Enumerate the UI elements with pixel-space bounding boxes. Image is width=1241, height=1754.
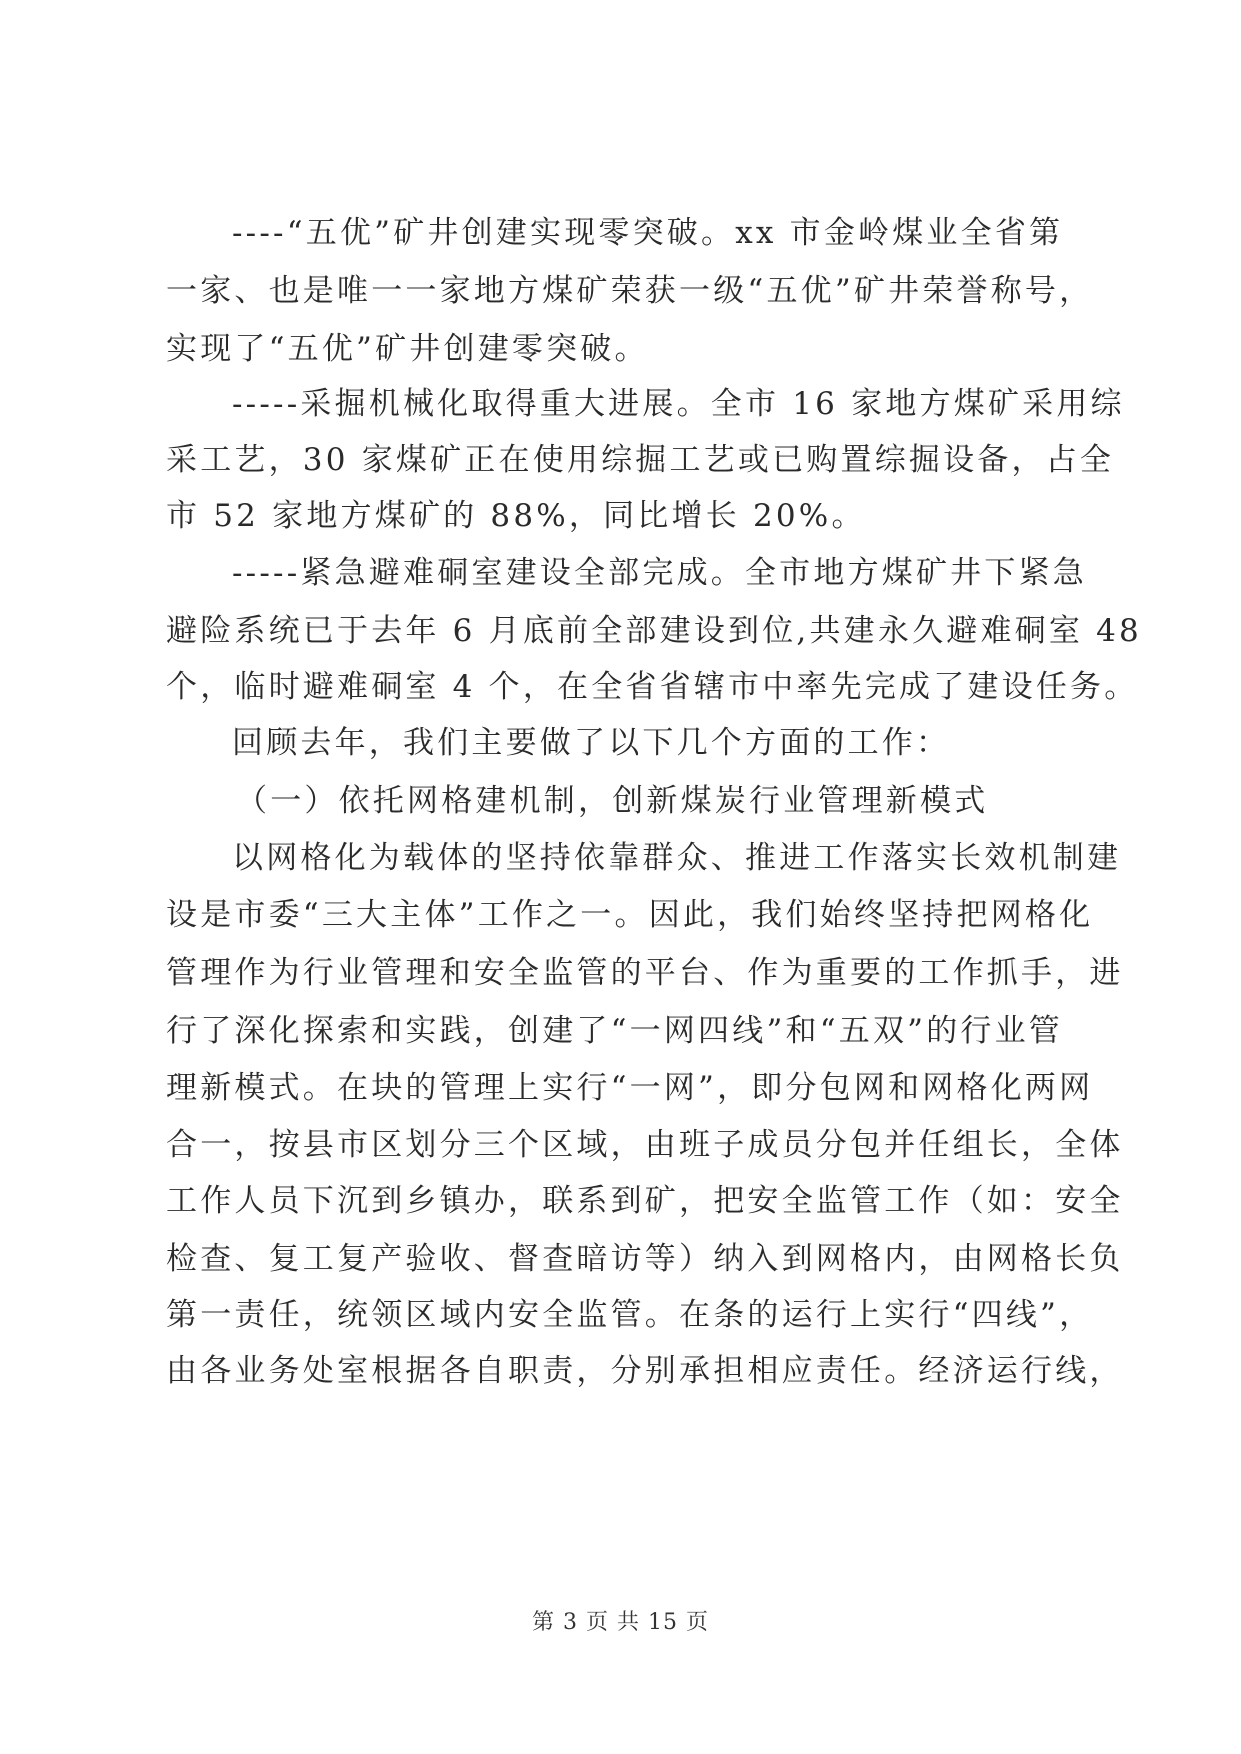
paragraph-1-line-3: 实现了“五优”矿井创建零突破。	[166, 331, 649, 367]
paragraph-5-line-3: 管理作为行业管理和安全监管的平台、作为重要的工作抓手，进	[166, 955, 1124, 991]
paragraph-5-line-10: 由各业务处室根据各自职责，分别承担相应责任。经济运行线，	[166, 1353, 1124, 1389]
page-number-footer: 第 3 页 共 15 页	[532, 1610, 709, 1635]
paragraph-2-line-2: 采工艺，30 家煤矿正在使用综掘工艺或已购置综掘设备，占全	[166, 442, 1115, 478]
section-heading: （一）依托网格建机制，创新煤炭行业管理新模式	[236, 783, 989, 819]
paragraph-2-line-1: -----采掘机械化取得重大进展。全市 16 家地方煤矿采用综	[232, 386, 1125, 422]
paragraph-4-line-1: 回顾去年，我们主要做了以下几个方面的工作：	[232, 725, 951, 761]
paragraph-5-line-6: 合一，按县市区划分三个区域，由班子成员分包并任组长，全体	[166, 1127, 1124, 1163]
paragraph-5-line-2: 设是市委“三大主体”工作之一。因此，我们始终坚持把网格化	[166, 897, 1094, 933]
paragraph-1-line-1: ----“五优”矿井创建实现零突破。xx 市金岭煤业全省第	[232, 215, 1064, 251]
paragraph-1-line-2: 一家、也是唯一一家地方煤矿荣获一级“五优”矿井荣誉称号，	[166, 273, 1094, 309]
paragraph-2-line-3: 市 52 家地方煤矿的 88%，同比增长 20%。	[166, 498, 866, 534]
paragraph-3-line-1: -----紧急避难硐室建设全部完成。全市地方煤矿井下紧急	[232, 555, 1087, 591]
paragraph-5-line-9: 第一责任，统领区域内安全监管。在条的运行上实行“四线”，	[166, 1297, 1094, 1333]
paragraph-5-line-1: 以网格化为载体的坚持依靠群众、推进工作落实长效机制建	[232, 840, 1122, 876]
paragraph-5-line-7: 工作人员下沉到乡镇办，联系到矿，把安全监管工作（如：安全	[166, 1183, 1124, 1219]
paragraph-5-line-5: 理新模式。在块的管理上实行“一网”，即分包网和网格化两网	[166, 1070, 1094, 1106]
paragraph-5-line-8: 检查、复工复产验收、督查暗访等）纳入到网格内，由网格长负	[166, 1241, 1124, 1277]
paragraph-5-line-4: 行了深化探索和实践，创建了“一网四线”和“五双”的行业管	[166, 1013, 1063, 1049]
paragraph-3-line-3: 个，临时避难硐室 4 个，在全省省辖市中率先完成了建设任务。	[166, 669, 1139, 705]
paragraph-3-line-2: 避险系统已于去年 6 月底前全部建设到位,共建永久避难硐室 48	[166, 613, 1142, 649]
